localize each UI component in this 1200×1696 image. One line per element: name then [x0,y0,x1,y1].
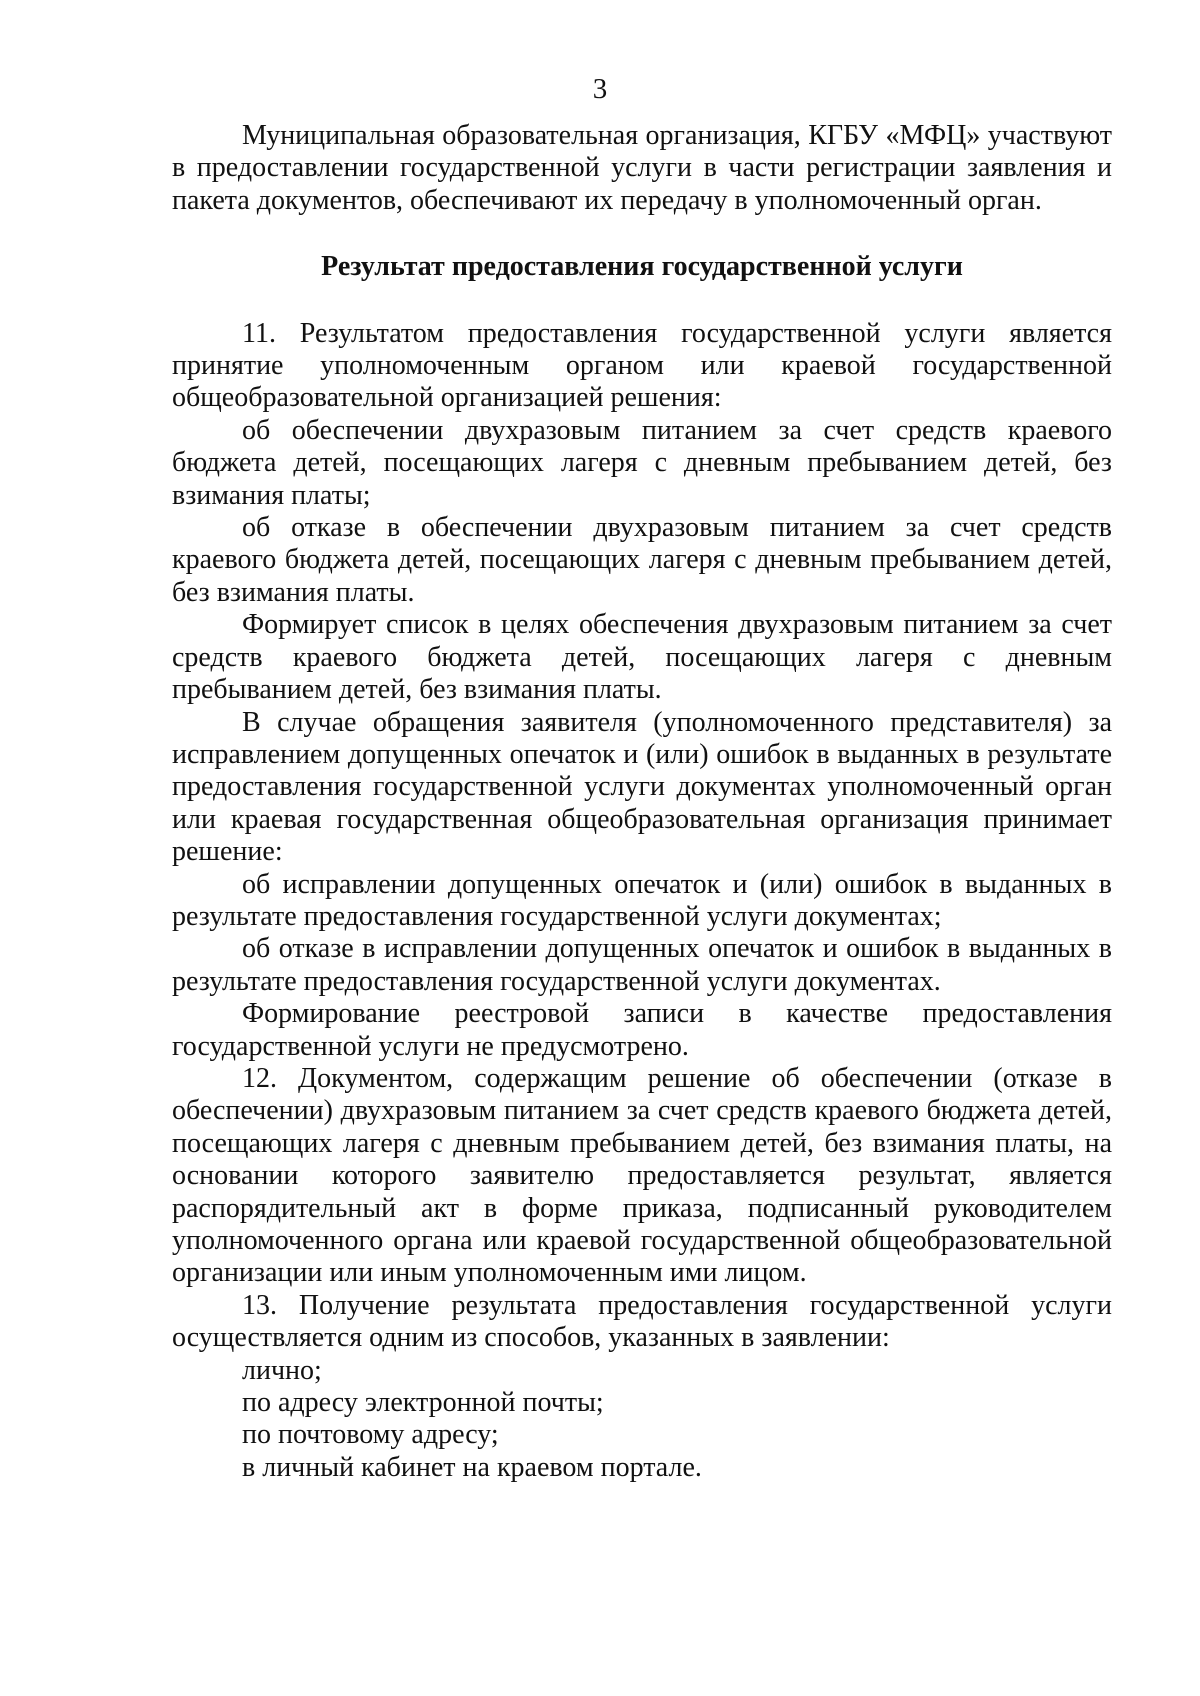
intro-paragraph: Муниципальная образовательная организация, КГБУ «МФЦ» участвуют в предоставлении государственной услуги в части регистрации заявления и пакета документов, обеспечивают их передачу в уполномоченный орган. [172,120,1112,216]
paragraph-decision-document: 12. Документом, содержащим решение об обеспечении (отказе в обеспечении) двухразовым питанием за счет средств краевого бюджета детей, посещающих лагеря с дневным пребыванием детей, без взимания платы, на основании которого заявителю предоставляется результат, является распорядительный акт в форме приказа, подписанный руководителем уполномоченного органа или краевой государственной общеобразовательной организации или иным уполномоченным ими лицом. [172,1062,1112,1289]
delivery-method-postal: по почтовому адресу; [242,1419,499,1451]
paragraph-correction-request: В случае обращения заявителя (уполномоченного представителя) за исправлением допущенных опечаток и (или) ошибок в выданных в результате предоставления государственной услуги документах уполномоченный орган или краевая государственная общеобразовательная организация принимает решение: [172,706,1112,868]
paragraph-correction-accept: об исправлении допущенных опечаток и (или) ошибок в выданных в результате предоставления государственной услуги документах; [172,868,1112,932]
document-body [172,120,1112,1484]
delivery-method-in-person: лично; [242,1354,322,1386]
paragraph-result-receipt: 13. Получение результата предоставления государственной услуги осуществляется одним из способов, указанных в заявлении: [172,1289,1112,1354]
delivery-method-email: по адресу электронной почты; [242,1387,604,1419]
delivery-method-portal: в личный кабинет на краевом портале. [242,1451,702,1483]
paragraph-correction-refuse: об отказе в исправлении допущенных опечаток и ошибок в выданных в результате предоставления государственной услуги документах. [172,933,1112,997]
paragraph-forms-list: Формирует список в целях обеспечения двухразовым питанием за счет средств краевого бюджета детей, посещающих лагеря с дневным пребыванием детей, без взимания платы. [172,609,1112,706]
paragraph-decision-refuse: об отказе в обеспечении двухразовым питанием за счет средств краевого бюджета детей, посещающих лагеря с дневным пребыванием детей, без взимания платы. [172,512,1112,608]
section-heading: Результат предоставления государственной услуги [321,251,963,283]
paragraph-decision-provide: об обеспечении двухразовым питанием за счет средств краевого бюджета детей, посещающих лагеря с дневным пребыванием детей, без взимания платы; [172,414,1112,511]
page-number: 3 [592,73,608,105]
paragraph-result-definition: 11. Результатом предоставления государственной услуги является принятие уполномоченным органом или краевой государственной общеобразовательной организацией решения: [172,317,1112,414]
paragraph-registry-record: Формирование реестровой записи в качестве предоставления государственной услуги не предусмотрено. [172,998,1112,1062]
